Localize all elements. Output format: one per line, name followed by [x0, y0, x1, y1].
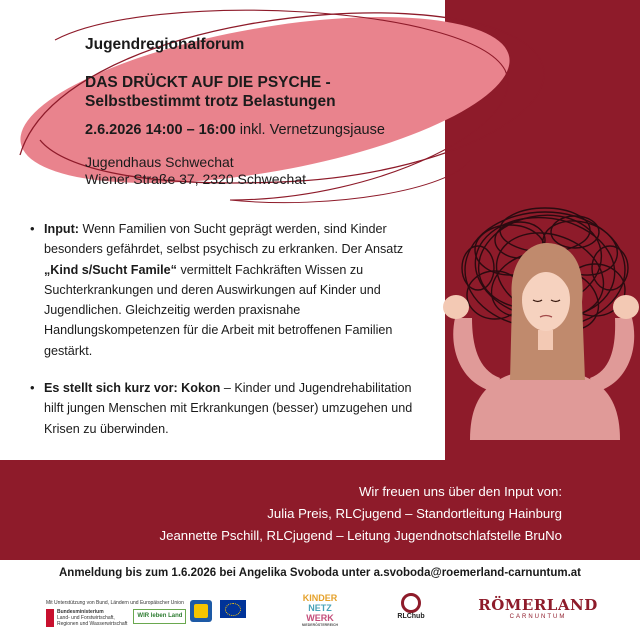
venue-address: Wiener Straße 37, 2320 Schwechat: [85, 171, 307, 187]
event-subtitle: [85, 73, 336, 111]
subtitle-line-1: DAS DRÜCKT AUF DIE PSYCHE -: [85, 74, 331, 91]
list-item-kokon: [28, 378, 420, 439]
werk-word: WERK: [306, 613, 334, 623]
noe-logo: [190, 600, 212, 622]
item-text: Wenn Familien von Sucht geprägt werden, sind Kinder besonders gefährdet, selbst psychisch zu erkranken. Der Ansatz: [44, 222, 404, 257]
bullet: •: [30, 380, 35, 396]
bullet: •: [30, 221, 35, 236]
support-block: [46, 600, 206, 627]
carnuntum-word: CARNUNTUM: [509, 614, 567, 620]
footer-logos: [0, 590, 640, 640]
venue: [85, 154, 306, 188]
thanks-intro: Wir freuen uns über den Input von:: [358, 484, 562, 499]
item-text: – Kinder und Jugendrehabilitation hilft jungen Menschen mit Erkrankungen (besser) umzugehen und Krisen zu überwinden.: [44, 381, 413, 436]
item-label: Es stellt sich kurz vor: Kokon: [44, 381, 221, 396]
ministry-logo-icon: [46, 609, 54, 627]
roemerland-logo: [478, 596, 598, 620]
kinder-sub: NIEDERÖSTERREICH: [301, 623, 339, 627]
venue-name: Jugendhaus Schwechat: [85, 154, 234, 170]
roemerland-word: RÖMERLAND: [478, 596, 598, 614]
kinder-word: KINDER: [302, 593, 338, 603]
forum-title: Jugendregionalforum: [85, 36, 245, 53]
program-list: [28, 219, 420, 439]
ministry-line-1: Bundesministerium: [57, 609, 104, 615]
event-date-time: [85, 122, 385, 138]
rlchub-label: RLChub: [397, 613, 425, 620]
item-label: Input:: [44, 222, 79, 236]
speaker-2: Jeannette Pschill, RLCjugend – Leitung Jugendnotschlafstelle BruNo: [159, 528, 562, 543]
ministry-line-2: Land- und Forstwirtschaft,: [57, 615, 115, 621]
rlchub-icon: [401, 593, 421, 613]
netz-word: NETZ: [308, 603, 332, 613]
kindernetzwerk-logo: [300, 593, 340, 628]
date-suffix: inkl. Vernetzungsjause: [235, 122, 385, 138]
eu-flag-icon: [220, 600, 246, 618]
date-time-value: 2.6.2026 14:00 – 16:00: [85, 122, 236, 138]
support-text: Mit Unterstützung von Bund, Ländern und Europäischer Union: [46, 600, 184, 606]
registration-line: Anmeldung bis zum 1.6.2026 bei Angelika Svoboda unter a.svoboda@roemerland-carnuntum.at: [58, 567, 581, 579]
subtitle-line-2: Selbstbestimmt trotz Belastungen: [85, 93, 336, 110]
item-highlight: „Kind s/Sucht Famile“: [44, 262, 177, 277]
item-text-cont: vermittelt Fachkräften Wissen zu Suchterkrankungen und deren Auswirkungen auf Kinder und Jugendlichen. Gleichzeitig werden praxisnahe Handlungskompetenzen für die Arbeit mit betroffenen Familien gestärkt.: [44, 262, 393, 358]
speaker-1: Julia Preis, RLCjugend – Standortleitung Hainburg: [267, 506, 562, 521]
ministry-line-3: Regionen und Wasserwirtschaft: [57, 621, 128, 627]
rlchub-logo: [395, 593, 427, 620]
leben-land-logo: WIR leben Land: [133, 609, 186, 624]
list-item-input: [28, 219, 420, 361]
thanks-block: [160, 481, 562, 547]
